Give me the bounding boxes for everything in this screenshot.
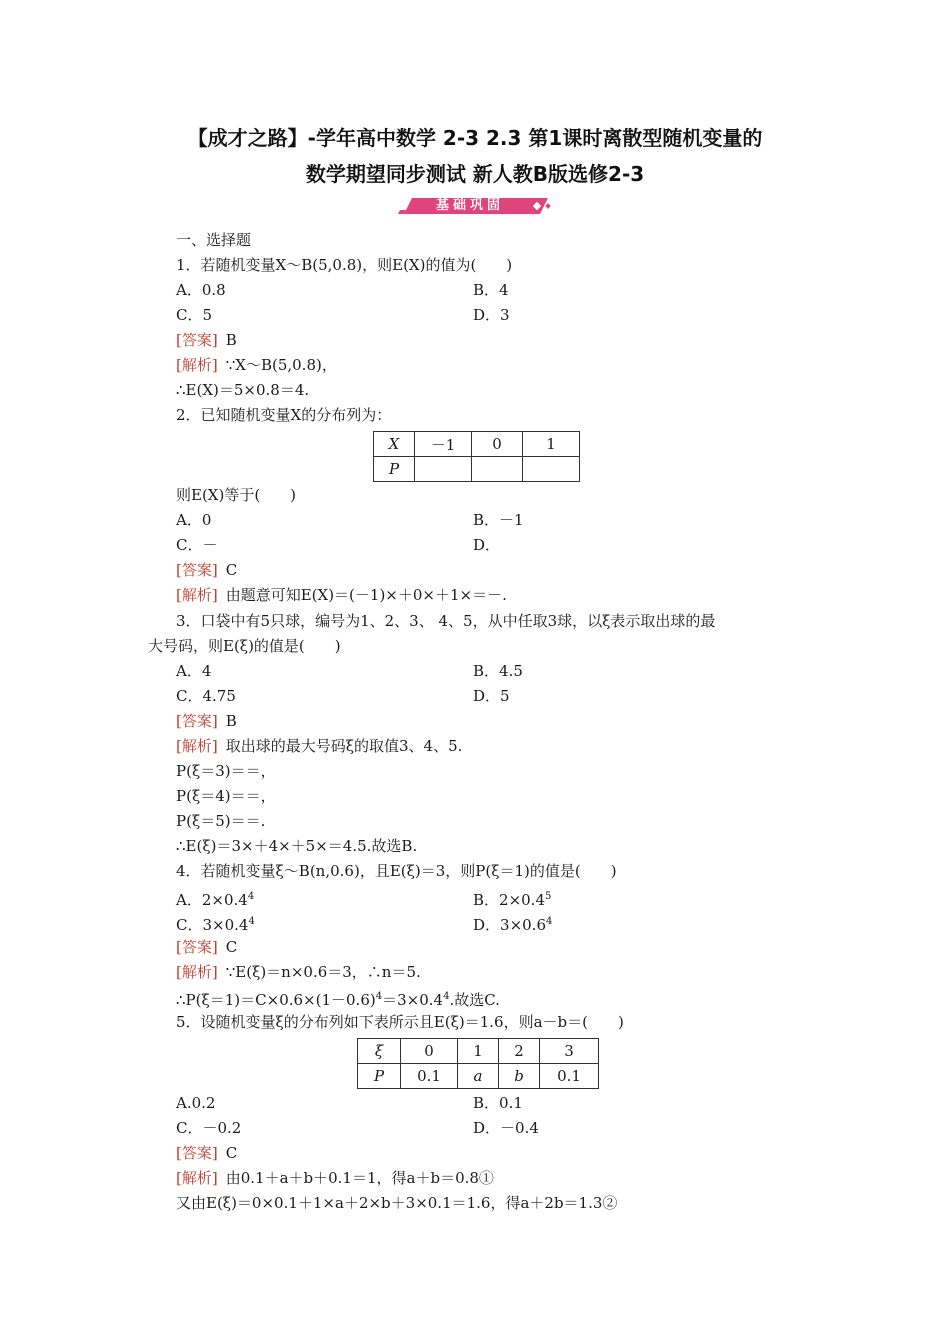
analysis-tag: [解析] bbox=[176, 737, 218, 755]
q5-answer bbox=[176, 1143, 237, 1163]
q3-option-d: D．5 bbox=[473, 687, 510, 705]
table-cell: 0 bbox=[401, 1039, 458, 1064]
q2-stem: 2．已知随机变量X的分布列为： bbox=[176, 406, 392, 424]
q1-analysis-line-1: ∵X～B(5,0.8)， bbox=[225, 356, 337, 374]
q1-option-b: B．4 bbox=[473, 281, 509, 299]
analysis-tag: [解析] bbox=[176, 586, 218, 604]
answer-tag: [答案] bbox=[176, 938, 218, 956]
q2-option-d: D． bbox=[473, 536, 501, 554]
q4-analysis-exp-1: 4 bbox=[375, 991, 383, 1002]
table-cell: a bbox=[458, 1064, 499, 1089]
q1-analysis-line-2: ∴E(X)＝5×0.8＝4. bbox=[176, 381, 310, 399]
q3-analysis-line-5: ∴E(ξ)＝3×＋4×＋5×＝4.5.故选B. bbox=[176, 837, 418, 855]
q2-option-c: C．－ bbox=[176, 536, 218, 554]
answer-tag: [答案] bbox=[176, 331, 218, 349]
table-cell: 3 bbox=[540, 1039, 599, 1064]
q5-distribution-table bbox=[357, 1038, 599, 1089]
table-cell: 2 bbox=[499, 1039, 540, 1064]
q1-answer-value: B bbox=[225, 331, 237, 349]
q3-option-b: B．4.5 bbox=[473, 662, 523, 680]
table-cell bbox=[472, 457, 523, 482]
q4-option-d-text: D．3×0.6 bbox=[473, 916, 546, 934]
table-cell: X bbox=[374, 432, 415, 457]
q5-option-a: A.0.2 bbox=[176, 1094, 216, 1112]
analysis-tag: [解析] bbox=[176, 1169, 218, 1187]
answer-tag: [答案] bbox=[176, 561, 218, 579]
q4-analysis-part-3: .故选C. bbox=[449, 991, 500, 1009]
table-cell: b bbox=[499, 1064, 540, 1089]
analysis-tag: [解析] bbox=[176, 356, 218, 374]
q4-analysis-line-2 bbox=[176, 987, 500, 1010]
q1-analysis bbox=[176, 355, 337, 375]
q2-stem-2: 则E(X)等于( ) bbox=[176, 486, 297, 504]
q4-analysis-part-2: ＝3×0.4 bbox=[382, 991, 444, 1009]
q2-option-b: B．－1 bbox=[473, 511, 524, 529]
q3-stem: 3．口袋中有5只球，编号为1、2、3、 4、5，从中任取3球，以ξ表示取出球的最 bbox=[176, 612, 716, 630]
table-row bbox=[358, 1039, 599, 1064]
q4-analysis-exp-2: 4 bbox=[443, 991, 450, 1002]
q5-option-d: D．－0.4 bbox=[473, 1119, 539, 1137]
answer-tag: [答案] bbox=[176, 712, 218, 730]
table-cell: ξ bbox=[358, 1039, 401, 1064]
q4-option-a-exp: 4 bbox=[247, 891, 255, 902]
q5-analysis-line-1: 由0.1＋a＋b＋0.1＝1，得a＋b＝0.8① bbox=[225, 1169, 494, 1187]
q4-option-b-text: B．2×0.4 bbox=[473, 891, 545, 909]
q2-answer bbox=[176, 560, 237, 580]
q4-option-a bbox=[176, 887, 254, 910]
table-cell: 0.1 bbox=[401, 1064, 458, 1089]
analysis-tag: [解析] bbox=[176, 963, 218, 981]
banner-label: 基础巩固 bbox=[435, 198, 504, 213]
q2-analysis bbox=[176, 585, 507, 605]
q4-option-c bbox=[176, 912, 255, 935]
q2-distribution-table bbox=[373, 431, 580, 482]
q5-analysis bbox=[176, 1168, 494, 1188]
table-cell: 0.1 bbox=[540, 1064, 599, 1089]
q3-stem-cont: 大号码，则E(ξ)的值是( ) bbox=[148, 637, 341, 655]
section-heading: 一、选择题 bbox=[176, 231, 252, 249]
q1-option-d: D．3 bbox=[473, 306, 510, 324]
q2-option-a: A．0 bbox=[176, 511, 212, 529]
answer-tag: [答案] bbox=[176, 1144, 218, 1162]
q4-answer bbox=[176, 937, 237, 957]
q1-option-c: C．5 bbox=[176, 306, 213, 324]
q1-stem: 1．若随机变量X～B(5,0.8)，则E(X)的值为( ) bbox=[176, 256, 513, 274]
q4-option-c-exp: 4 bbox=[248, 916, 255, 927]
q4-analysis bbox=[176, 962, 421, 982]
page-title-line-2: 数学期望同步测试 新人教B版选修2-3 bbox=[305, 162, 645, 186]
q4-analysis-part-1: ∴P(ξ＝1)＝C×0.6×(1－0.6) bbox=[176, 991, 376, 1009]
table-cell: P bbox=[358, 1064, 401, 1089]
q3-answer-value: B bbox=[225, 712, 237, 730]
q4-option-b bbox=[473, 887, 551, 910]
table-cell: P bbox=[374, 457, 415, 482]
q3-analysis-line-2: P(ξ＝3)＝＝， bbox=[176, 762, 276, 780]
q4-stem: 4．若随机变量ξ～B(n,0.6)，且E(ξ)＝3，则P(ξ＝1)的值是( ) bbox=[176, 862, 617, 880]
q3-option-c: C．4.75 bbox=[176, 687, 236, 705]
q3-analysis bbox=[176, 736, 462, 756]
table-row bbox=[358, 1064, 599, 1089]
table-cell: 1 bbox=[458, 1039, 499, 1064]
q4-option-c-text: C．3×0.4 bbox=[176, 916, 249, 934]
q4-option-d bbox=[473, 912, 552, 935]
q4-answer-value: C bbox=[225, 938, 238, 956]
q3-answer bbox=[176, 711, 237, 731]
q1-option-a: A．0.8 bbox=[176, 281, 226, 299]
q3-analysis-line-3: P(ξ＝4)＝＝， bbox=[176, 787, 276, 805]
q3-option-a: A．4 bbox=[176, 662, 212, 680]
table-cell bbox=[415, 457, 472, 482]
table-cell: 0 bbox=[472, 432, 523, 457]
table-row bbox=[374, 432, 580, 457]
table-cell: －1 bbox=[415, 432, 472, 457]
q4-option-d-exp: 4 bbox=[546, 916, 553, 927]
q1-answer bbox=[176, 330, 237, 350]
q3-analysis-line-4: P(ξ＝5)＝＝. bbox=[176, 812, 266, 830]
q5-option-c: C．－0.2 bbox=[176, 1119, 242, 1137]
table-row bbox=[374, 457, 580, 482]
q5-stem: 5．设随机变量ξ的分布列如下表所示且E(ξ)＝1.6，则a－b＝( ) bbox=[176, 1013, 624, 1031]
q5-analysis-line-2: 又由E(ξ)＝0×0.1＋1×a＋2×b＋3×0.1＝1.6，得a＋2b＝1.3② bbox=[176, 1194, 618, 1212]
q2-analysis-line-1: 由题意可知E(X)＝(－1)×＋0×＋1×＝－. bbox=[225, 586, 507, 604]
q4-analysis-line-1: ∵E(ξ)＝n×0.6＝3，∴n＝5. bbox=[225, 963, 421, 981]
q5-answer-value: C bbox=[225, 1144, 238, 1162]
q3-analysis-line-1: 取出球的最大号码ξ的取值3、4、5. bbox=[225, 737, 463, 755]
page-title-line-1: 【成才之路】-学年高中数学 2-3 2.3 第1课时离散型随机变量的 bbox=[187, 126, 763, 150]
table-cell bbox=[523, 457, 580, 482]
table-cell: 1 bbox=[523, 432, 580, 457]
q4-option-a-text: A．2×0.4 bbox=[176, 891, 248, 909]
q2-answer-value: C bbox=[225, 561, 238, 579]
q4-option-b-exp: 5 bbox=[545, 891, 552, 902]
q5-option-b: B．0.1 bbox=[473, 1094, 523, 1112]
